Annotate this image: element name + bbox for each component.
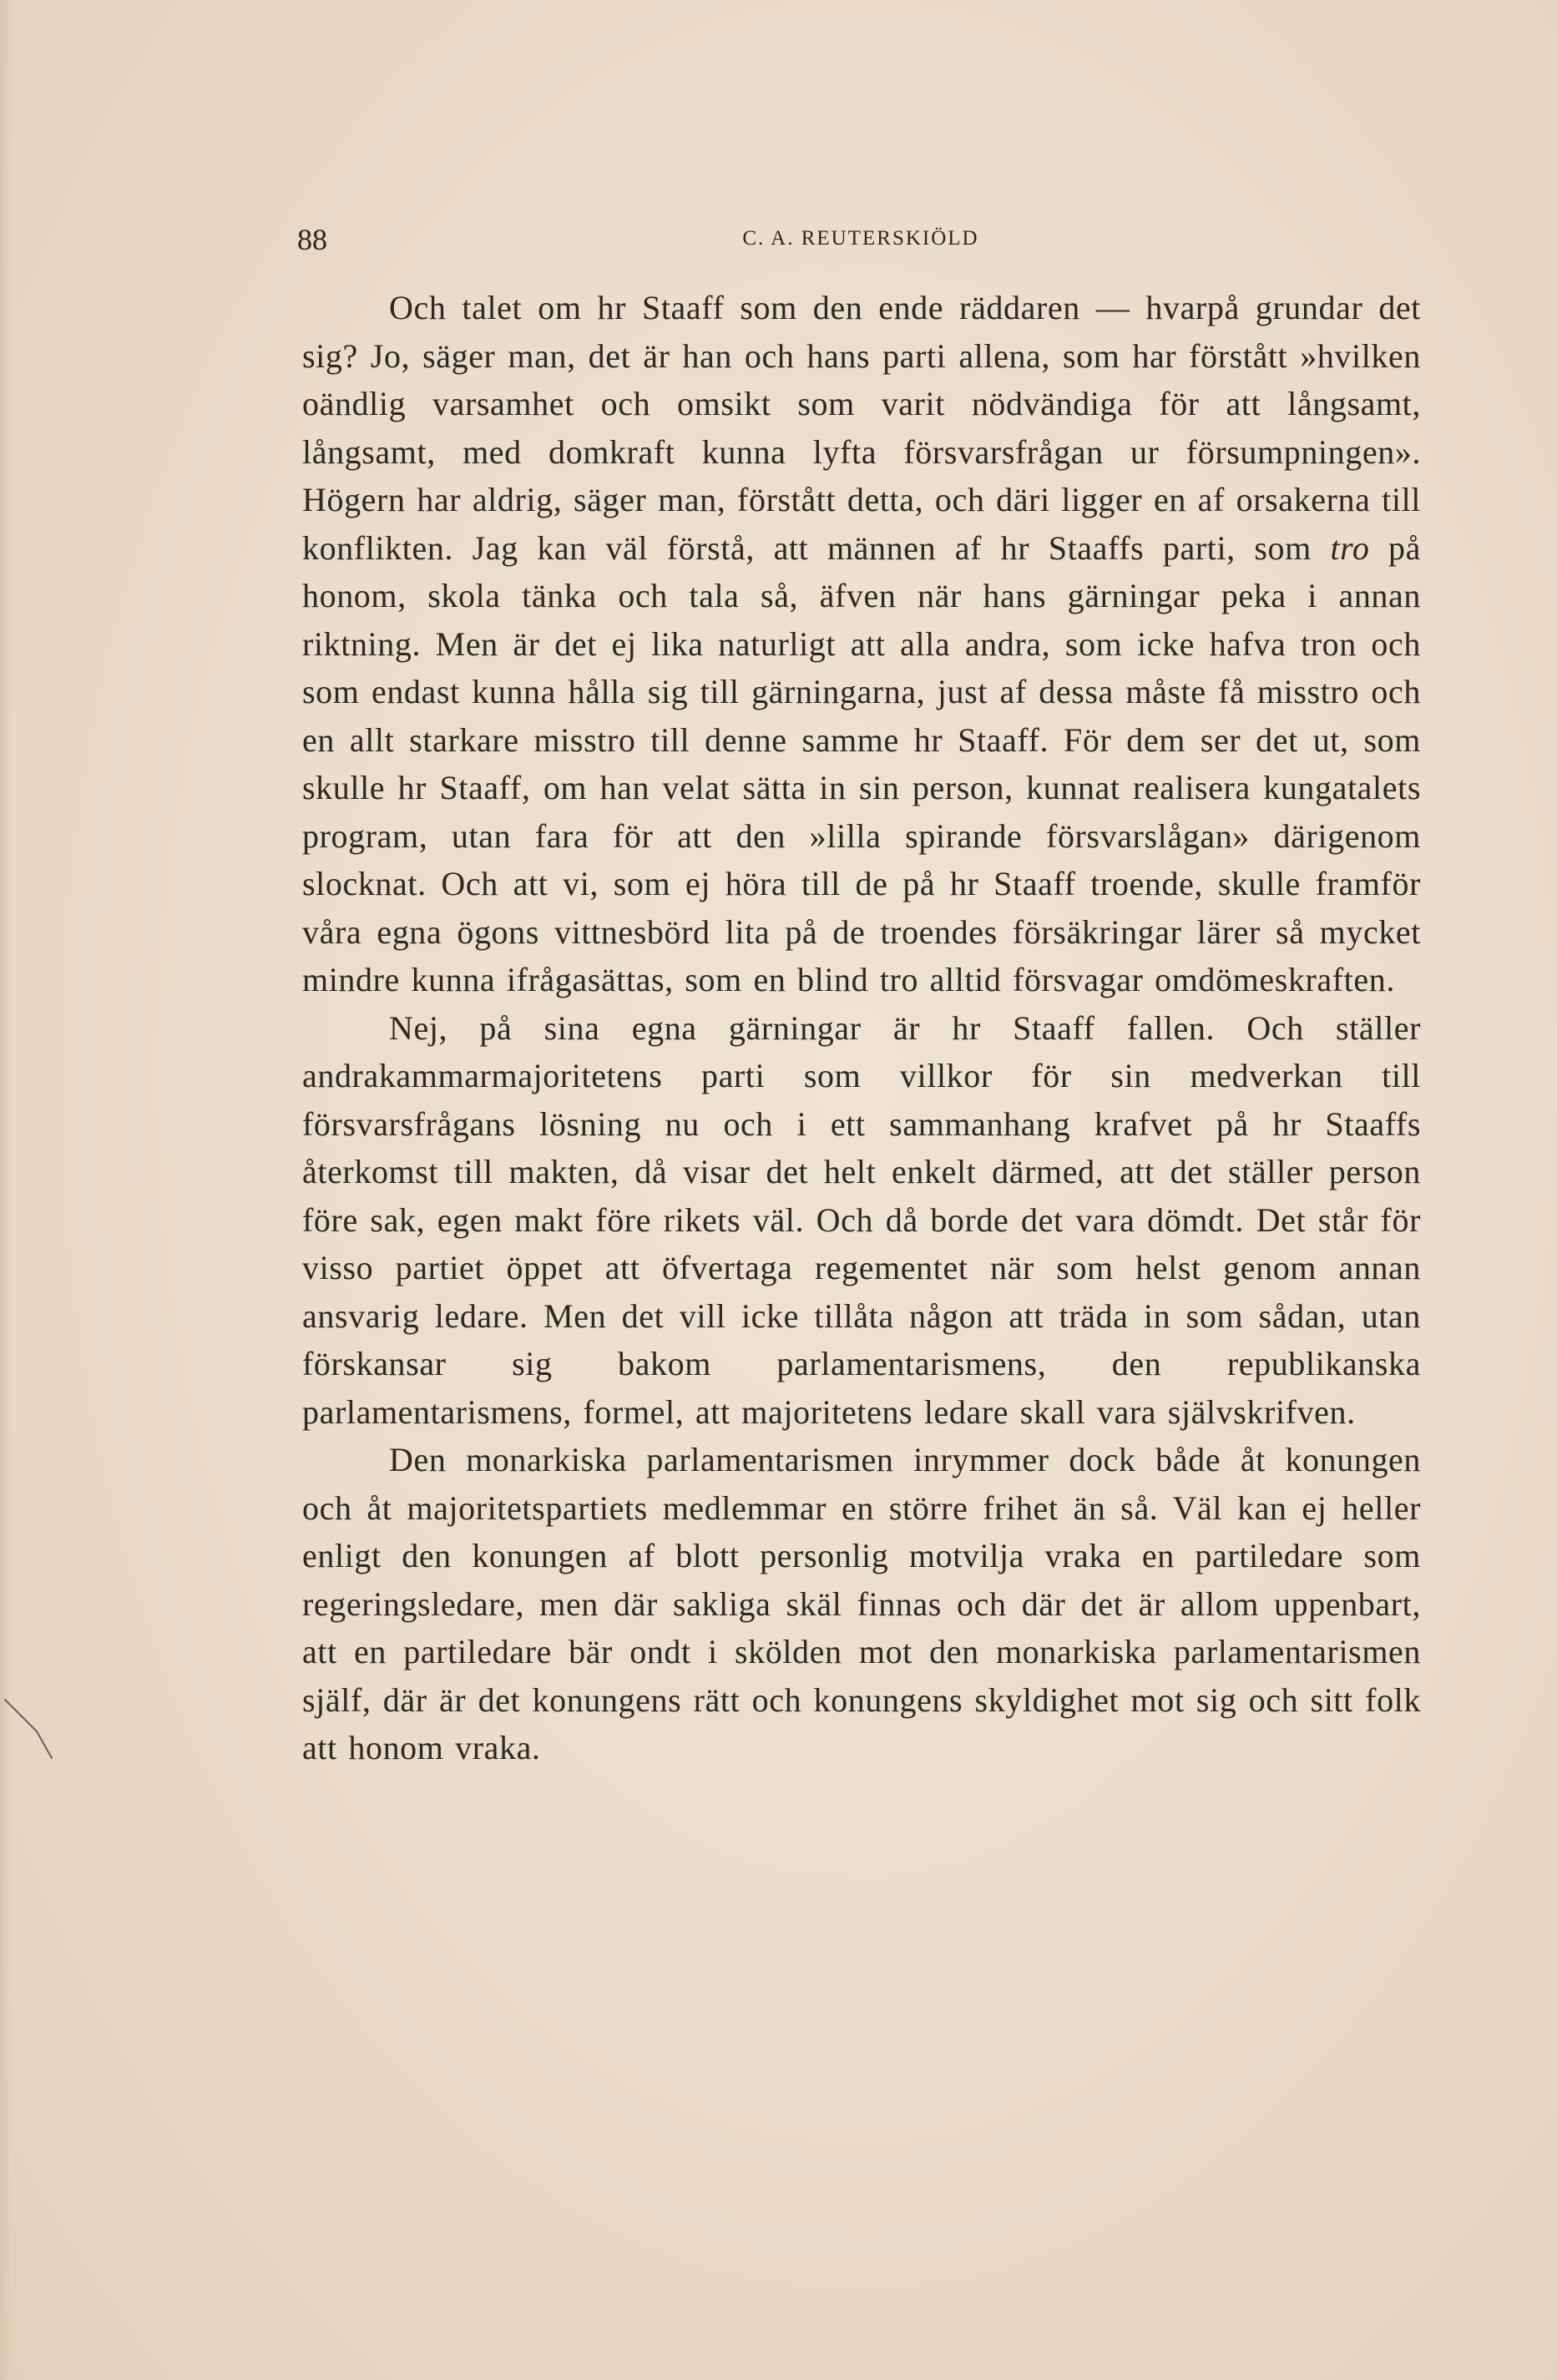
page-number: 88: [297, 223, 327, 256]
paragraph-2: [302, 1004, 1421, 1437]
paragraph-1: [302, 284, 1421, 1004]
paragraph-3: [302, 1436, 1421, 1772]
page-header: [297, 222, 1424, 264]
margin-pencil-mark: [3, 1695, 57, 1761]
page-edge-shadow: [0, 0, 12, 2380]
body-text: [302, 284, 1421, 1772]
running-head: C. A. REUTERSKIÖLD: [742, 227, 979, 250]
paragraph-1-text-b: på honom, skola tänka och tala så, äfven när hans gärningar peka i annan riktning. Men är det ej lika naturligt att alla andra, som icke hafva tron och som endast kunna hålla sig till gärningarna, just af dessa måste få misstro och en allt starkare misstro till denne samme hr Staaff. För dem ser det ut, som skulle hr Staaff, om han velat sätta in sin person, kunnat realisera kungatalets program, utan fara för att den »lilla spirande försvarslågan» därigenom slocknat. Och att vi, som ej höra till de på hr Staaff troende, skulle framför våra egna ögons vittnesbörd lita på de troendes försäkringar lärer så mycket mindre kunna ifrågasättas, som en blind tro alltid försvagar omdömeskraften.: [302, 528, 1421, 998]
paragraph-3-text: Den monarkiska parlamentarismen inrymmer dock både åt konungen och åt majoritetspartiets medlemmar en större frihet än så. Väl kan ej heller enligt den konungen af blott personlig motvilja vraka en partiledare som regeringsledare, men där sakliga skäl finnas och där det är allom uppenbart, att en partiledare bär ondt i skölden mot den monarkiska parlamentarismen själf, där är det konungens rätt och konungens skyldighet mot sig och sitt folk att honom vraka.: [302, 1441, 1421, 1766]
paragraph-1-italic-word: tro: [1330, 528, 1370, 567]
paragraph-1-text-a: Och talet om hr Staaff som den ende räddaren — hvarpå grundar det sig? Jo, säger man, det är han och hans parti allena, som har förstått »hvilken oändlig varsamhet och omsikt som varit nödvändiga för att långsamt, långsamt, med domkraft kunna lyfta försvarsfrågan ur försumpningen». Högern har aldrig, säger man, förstått detta, och däri ligger en af orsakerna till konflikten. Jag kan väl förstå, att männen af hr Staaffs parti, som: [302, 289, 1421, 567]
paragraph-2-text: Nej, på sina egna gärningar är hr Staaff fallen. Och ställer andrakammarmajoritetens parti som villkor för sin medverkan till försvarsfrågans lösning nu och i ett sammanhang krafvet på hr Staaffs återkomst till makten, då visar det helt enkelt därmed, att det ställer person före sak, egen makt före rikets väl. Och då borde det vara dömdt. Det står för visso partiet öppet att öfvertaga regementet när som helst genom annan ansvarig ledare. Men det vill icke tillåta någon att träda in som sådan, utan förskansar sig bakom parlamentarismens, den republikanska parlamentarismens, formel, att majoritetens ledare skall vara självskrifven.: [302, 1008, 1421, 1431]
